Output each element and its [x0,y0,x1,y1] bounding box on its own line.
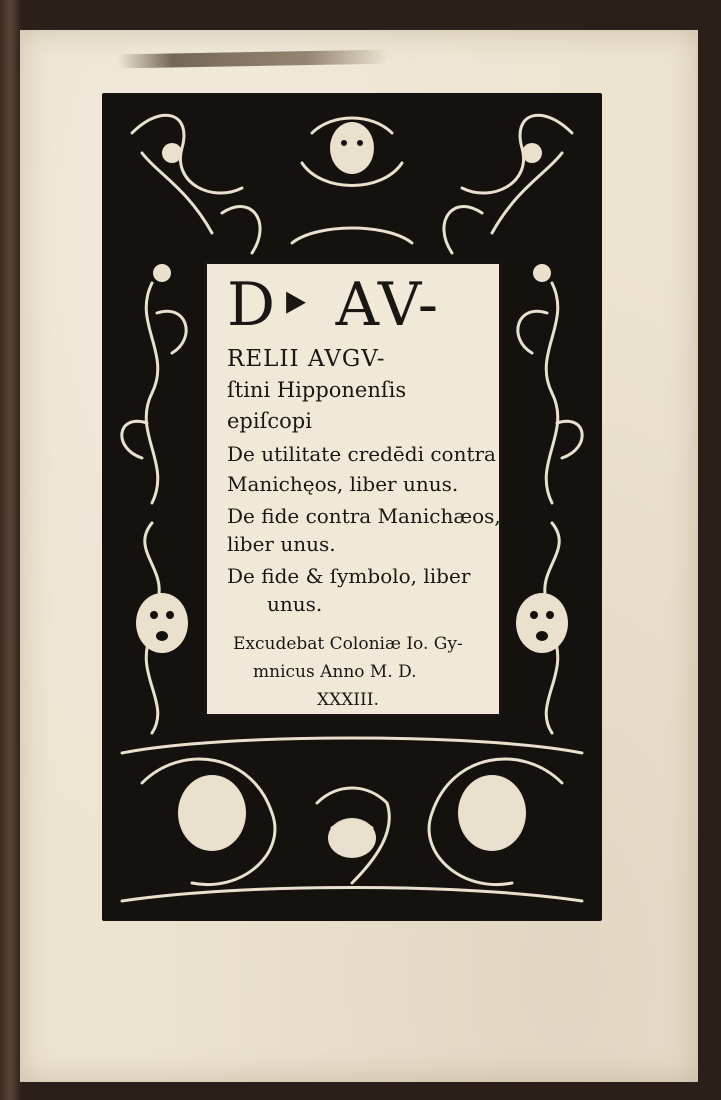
title-text-panel [204,261,502,717]
imprint-line-1: Excudebat Coloniæ Io. Gy- [233,634,463,654]
title-line-9: De fide & ſymbolo, liber [227,564,471,588]
title-line-10: unus. [267,592,323,616]
title-line-7: De fide contra Manichæos, [227,504,501,528]
title-line-6: Manichęos, liber unus. [227,472,459,496]
title-line-3: ſtini Hipponenſis [227,378,407,402]
woodcut-border [102,93,602,921]
title-line-8: liber unus. [227,532,336,556]
paper-stain [118,50,388,69]
imprint-line-3: XXXIII. [317,690,379,710]
title-line-5: De utilitate credēdi contra [227,442,496,466]
title-line-1: D‣ AV- [227,270,441,340]
imprint-line-2: mnicus Anno M. D. [253,662,417,682]
title-line-4: epiſcopi [227,409,312,433]
title-page [20,30,698,1082]
title-line-2: RELII AVGV- [227,346,386,372]
